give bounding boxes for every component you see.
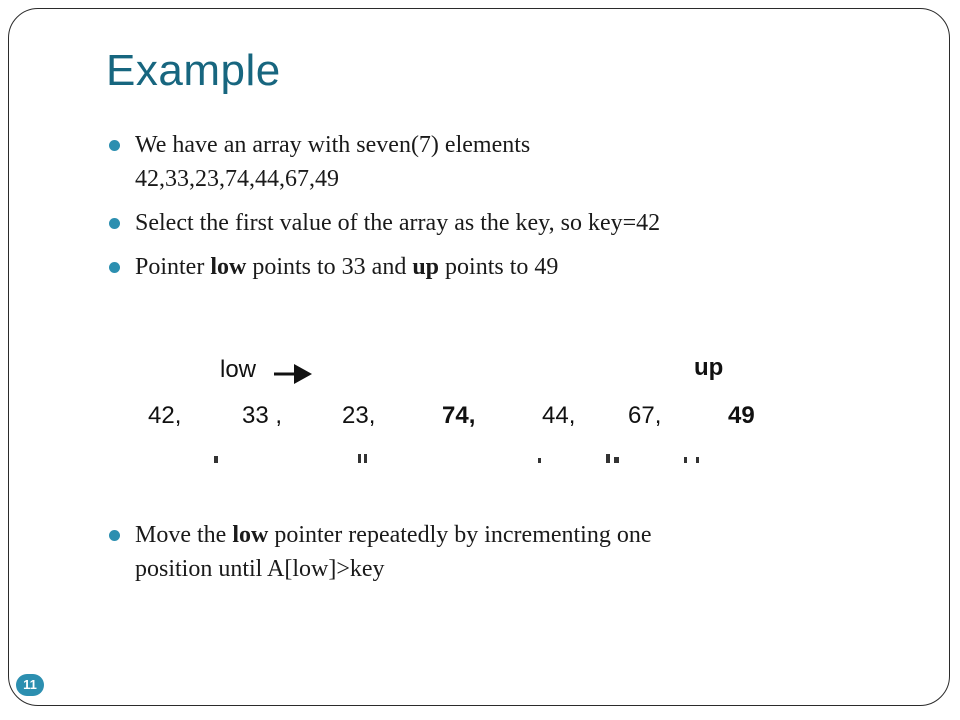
- bullet-dot-icon: [109, 218, 120, 229]
- right-arrow-icon: [272, 360, 316, 388]
- array-value: 44,: [542, 402, 576, 429]
- low-pointer-label: low: [220, 356, 257, 383]
- cropped-text-fragment: [136, 452, 796, 464]
- bullet-text: Select the first value of the array as the key, so key=42: [135, 210, 661, 236]
- page-number-badge: 11: [16, 674, 44, 696]
- bullet-item: [108, 518, 848, 586]
- bullet-text: Move the: [135, 522, 233, 548]
- slide-title: Example: [106, 46, 281, 95]
- up-pointer-label: up: [694, 354, 724, 381]
- bullet-text: points to 33 and: [246, 254, 413, 280]
- bullet-dot-icon: [109, 140, 120, 151]
- bullet-text: points to 49: [439, 254, 559, 280]
- array-value: 33 ,: [242, 402, 283, 429]
- bottom-bullet-list: [108, 518, 848, 586]
- bullet-text: pointer repeatedly by incrementing one: [268, 522, 652, 548]
- bullet-text: We have an array with seven(7) elements: [135, 132, 531, 158]
- bullet-item: [108, 250, 868, 284]
- bullet-item: [108, 206, 868, 240]
- array-value: 49: [728, 402, 755, 429]
- bullet-bold-text: low: [232, 522, 269, 548]
- bullet-text-line2: 42,33,23,74,44,67,49: [135, 166, 339, 192]
- bullet-dot-icon: [109, 262, 120, 273]
- array-value: 23,: [342, 402, 376, 429]
- bullet-text: Pointer: [135, 254, 211, 280]
- bullet-list: [108, 128, 868, 284]
- array-value: 42,: [148, 402, 182, 429]
- bullet-dot-icon: [109, 530, 120, 541]
- bullet-item: [108, 128, 868, 196]
- bullet-bold-text: up: [412, 254, 440, 280]
- array-value: 74,: [442, 402, 476, 429]
- array-value: 67,: [628, 402, 662, 429]
- pointer-diagram: [136, 352, 796, 464]
- bullet-text-line2: position until A[low]>key: [135, 556, 385, 582]
- bullet-bold-text: low: [210, 254, 247, 280]
